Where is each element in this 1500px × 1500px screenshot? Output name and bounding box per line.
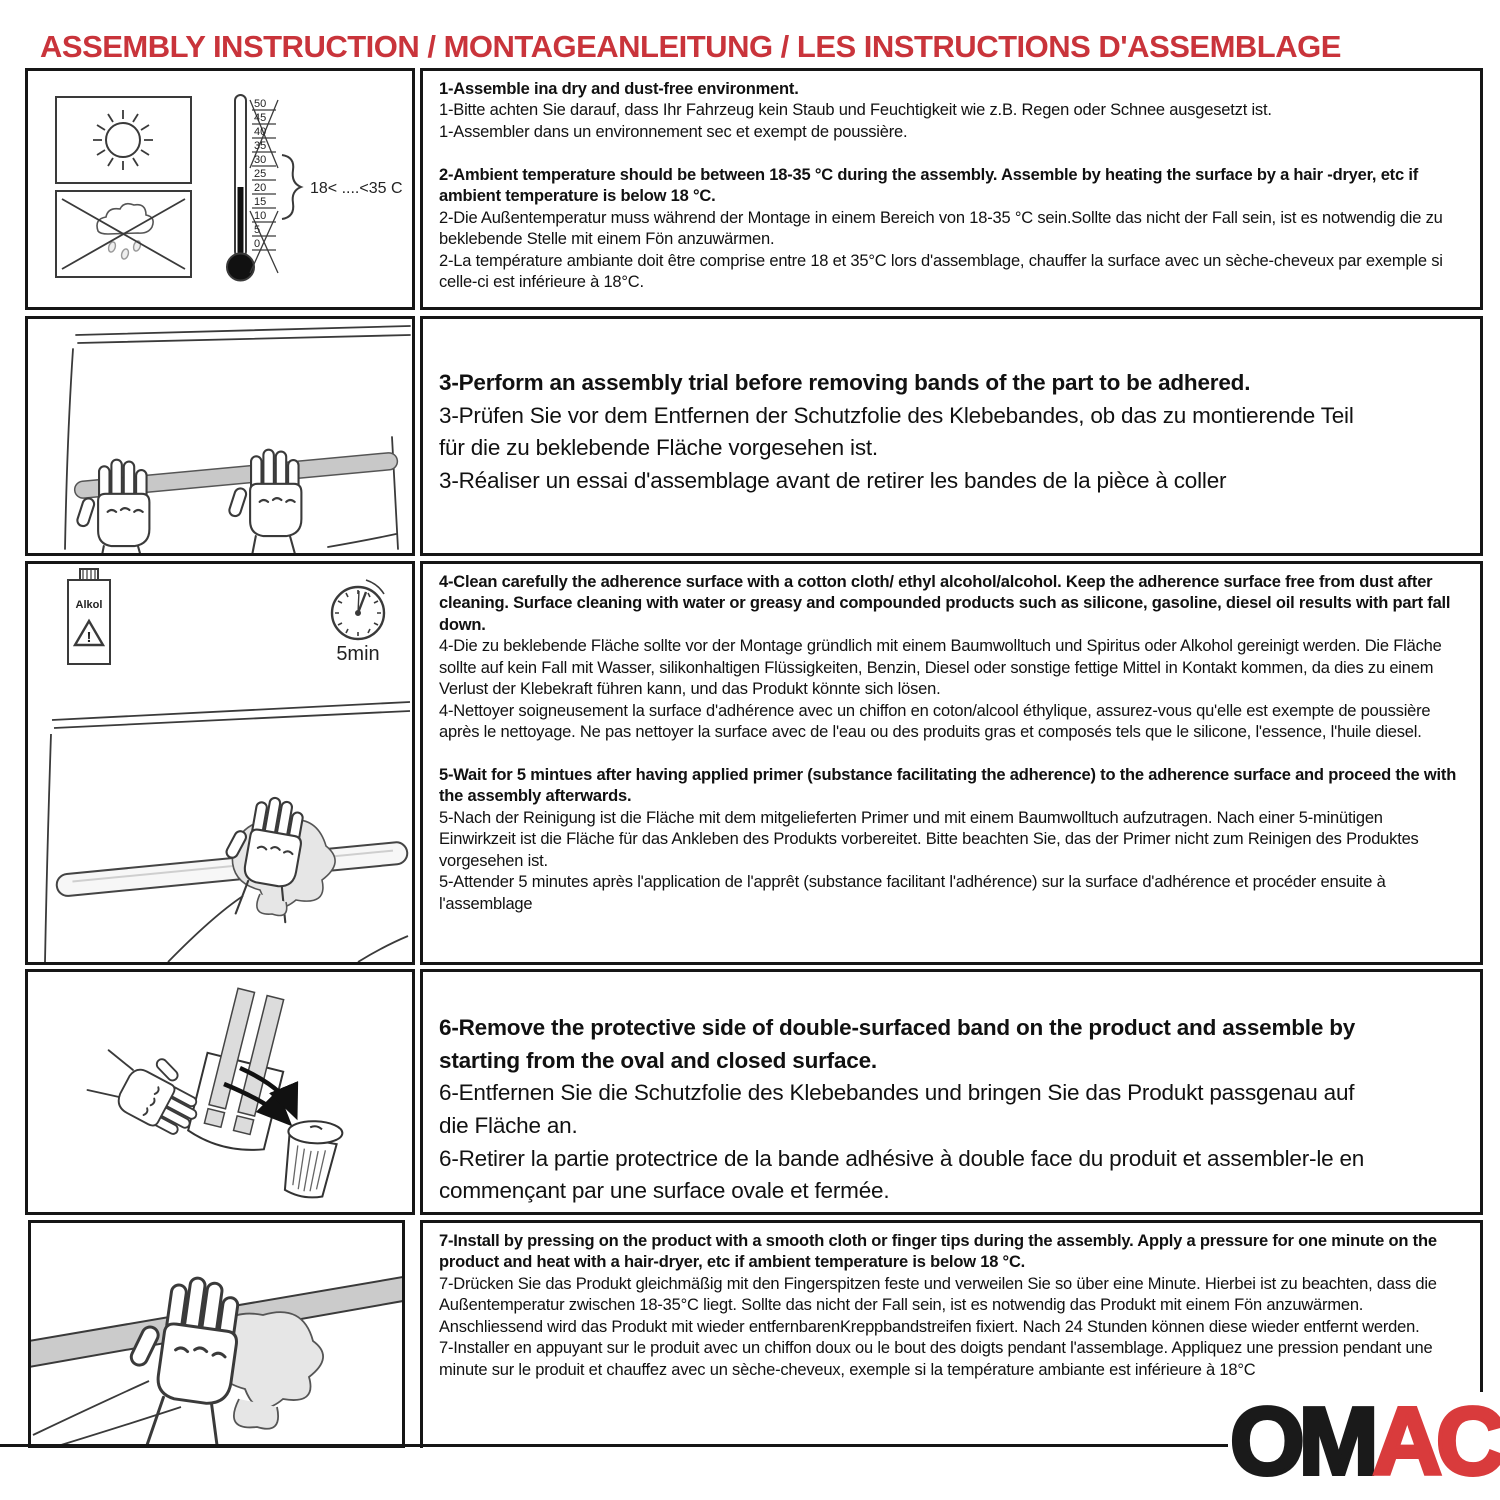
instruction-paragraph: 5-Nach der Reinigung ist die Fläche mit dem mitgelieferten Primer und mit einem Baumwolltuch aufzutragen. Nach einer 5-minütigen Einwirkzeit ist die Fläche für das Ankleben des Produkts vorbereitet. Bitte beachten Sie, das der Primer nicht zum Reinigen des Produktes vorgesehen ist.: [439, 808, 1419, 870]
thermometer-tick-label: 50: [254, 98, 267, 110]
instruction-paragraph: 2-Die Außentemperatur muss während der Montage in einem Bereich von 18-35 °C sein.Sollte das nicht der Fall sein, ist es notwendig die zu beklebende Stelle mit einem Fön anzuwärmen.: [439, 208, 1443, 249]
no-rain-icon: [62, 199, 185, 269]
hands-holding-trim-icon: [28, 319, 412, 553]
instruction-paragraph: 7-Drücken Sie das Produkt gleichmäßig mit den Fingerspitzen feste und verweilen Sie so über eine Minute. Hierbei ist zu beachten, dass die Außentemperatur zwischen 18-35°C liegt. Sollte das nicht der Fall sein, ist es notwendig das Produkt mit einem Fön anzuwärmen. Anschliessend wird das Produkt mit wieder entfernbarenKreppbandstreifen fixiert. Nach 24 Stunden können diese wieder entfernt werden.: [439, 1274, 1437, 1336]
instruction-paragraph: 2-La température ambiante doit être comprise entre 18 et 35°C lors d'assemblage, chauffer la surface avec un sèche-cheveux par exemple si celle-ci est inférieure à 18°C.: [439, 251, 1443, 291]
instruction-paragraph: 1-Assemble ina dry and dust-free environment.: [439, 80, 799, 98]
illustration-press-product: [28, 1220, 405, 1448]
right-hand-icon: [228, 450, 301, 553]
warning-exclamation: !: [86, 629, 92, 646]
illustration-remove-band: [25, 969, 415, 1215]
instruction-paragraph: 6-Remove the protective side of double-surfaced band on the product and assemble by starting from the oval and closed surface.: [439, 1015, 1356, 1073]
alcohol-bottle-icon: [68, 569, 110, 664]
instruction-paragraph: 3-Perform an assembly trial before removing bands of the part to be adhered.: [439, 370, 1251, 395]
instruction-paragraph: 1-Bitte achten Sie darauf, dass Ihr Fahrzeug kein Staub und Feuchtigkeit wie z.B. Regen oder Schnee ausgesetzt ist.: [439, 101, 1272, 120]
sun-rain-thermometer-icon: [28, 71, 412, 307]
thermometer-tick-label: 5: [254, 224, 261, 236]
bottle-label: Alkol: [75, 599, 103, 611]
instructions-step-1-2: [420, 68, 1483, 310]
instruction-paragraph: 1-Assembler dans un environnement sec et exempt de poussière.: [439, 122, 908, 141]
thermometer-tick-label: 10: [254, 210, 267, 222]
pressing-hand-icon: [117, 1270, 244, 1445]
left-hand-icon: [76, 460, 149, 553]
instruction-paragraph: 5-Attender 5 minutes après l'application de l'apprêt (substance facilitant l'adhérence) sur la surface d'adhérence et procéder ensuite à l'assemblage: [439, 873, 1386, 913]
instruction-paragraph: 3-Réaliser un essai d'assemblage avant de retirer les bandes de la pièce à coller: [439, 467, 1227, 493]
illustration-assembly-trial: [25, 316, 415, 556]
omac-logo: [1230, 1388, 1500, 1500]
thermometer-tick-label: 40: [254, 126, 267, 138]
temperature-range-label: 18< ....<35 C: [310, 180, 403, 197]
thermometer-tick-label: 25: [254, 168, 267, 180]
illustration-environment: [25, 68, 415, 310]
instruction-paragraph: 7-Installer en appuyant sur le produit avec un chiffon doux ou le bout des doigts pendant l'assemblage. Appliquez une pression pendant une minute sur le produit et chauffez avec un sèche-cheveux, exemple si la température ambiante est inférieure à 18°C: [439, 1339, 1433, 1379]
peel-band-trash-icon: [28, 972, 412, 1212]
thermometer-tick-label: 20: [254, 182, 267, 194]
thermometer-tick-label: 30: [254, 154, 267, 166]
instruction-paragraph: 3-Prüfen Sie vor dem Entfernen der Schutzfolie des Klebebandes, ob das zu montierende Teil für die zu beklebende Fläche vorgesehen ist.: [439, 402, 1354, 461]
instruction-paragraph: 6-Retirer la partie protectrice de la bande adhésive à double face du produit et assembler-le en commençant par une surface ovale et fermée.: [439, 1145, 1365, 1204]
footer-divider: [0, 1444, 1228, 1447]
instruction-paragraph: 4-Die zu beklebende Fläche sollte vor der Montage gründlich mit einem Baumwolltuch und Spiritus oder Alkohol gereinigt werden. Die Fläche sollte auf kein Fall mit Wasser, silikonhaltigen Flüssigkeiten, Benzin, Diesel oder sonstige fettige Mittel in Kontakt kommen, da dies zu einem Verlust der Klebekraft führen kann, und das Produkt könnte sich lösen.: [439, 637, 1442, 699]
thermometer-tick-label: 0: [254, 238, 261, 250]
instruction-paragraph: 4-Nettoyer soigneusement la surface d'adhérence avec un chiffon en coton/alcool éthylique, assurez-vous qu'elle est exempte de poussière après le nettoyage. Ne pas nettoyer la surface avec de l'eau ou des produits gras et composés tels que le silicone, l'essence, l'huile diesel.: [439, 701, 1431, 742]
omac-logo-red: AC: [1372, 1388, 1500, 1495]
instruction-paragraph: 2-Ambient temperature should be between 18-35 °C during the assembly. Assemble by heating the surface by a hair -dryer, etc if ambient temperature is below 18 °C.: [439, 165, 1419, 206]
instruction-paragraph: 4-Clean carefully the adherence surface with a cotton cloth/ ethyl alcohol/alcohol. Keep the adherence surface free from dust after cleaning. Surface cleaning with water or greasy and compounded products such as silicone, gasoline, diesel oil results with part fall down.: [439, 573, 1451, 634]
press-with-cloth-icon: [31, 1223, 402, 1445]
illustration-clean-surface: [25, 561, 415, 965]
clock-icon: [332, 580, 384, 639]
sun-icon: [93, 110, 153, 170]
clock-label: 5min: [336, 643, 380, 665]
instruction-paragraph: 7-Install by pressing on the product with a smooth cloth or finger tips during the assembly. Apply a pressure for one minute on the product and heat with a hair-dryer, etc if ambient temperature is below 18 °C.: [439, 1232, 1437, 1272]
page-title: ASSEMBLY INSTRUCTION / MONTAGEANLEITUNG / LES INSTRUCTIONS D'ASSEMBLAGE: [40, 28, 1341, 64]
trash-can-icon: [276, 1113, 346, 1202]
instructions-step-4-5: [420, 561, 1483, 965]
thermometer-tick-label: 45: [254, 112, 267, 124]
instructions-step-3: [420, 316, 1483, 556]
thermometer-tick-label: 35: [254, 140, 267, 152]
instructions-step-6: [420, 969, 1483, 1215]
alcohol-clock-wipe-icon: [28, 564, 412, 962]
omac-logo-black: OM: [1230, 1388, 1373, 1495]
thermometer-tick-label: 15: [254, 196, 267, 208]
instruction-paragraph: 6-Entfernen Sie die Schutzfolie des Klebebandes und bringen Sie das Produkt passgenau auf die Fläche an.: [439, 1080, 1355, 1138]
instruction-paragraph: 5-Wait for 5 mintues after having applied primer (substance facilitating the adherence) to the adherence surface and proceed the with the assembly afterwards.: [439, 765, 1457, 806]
